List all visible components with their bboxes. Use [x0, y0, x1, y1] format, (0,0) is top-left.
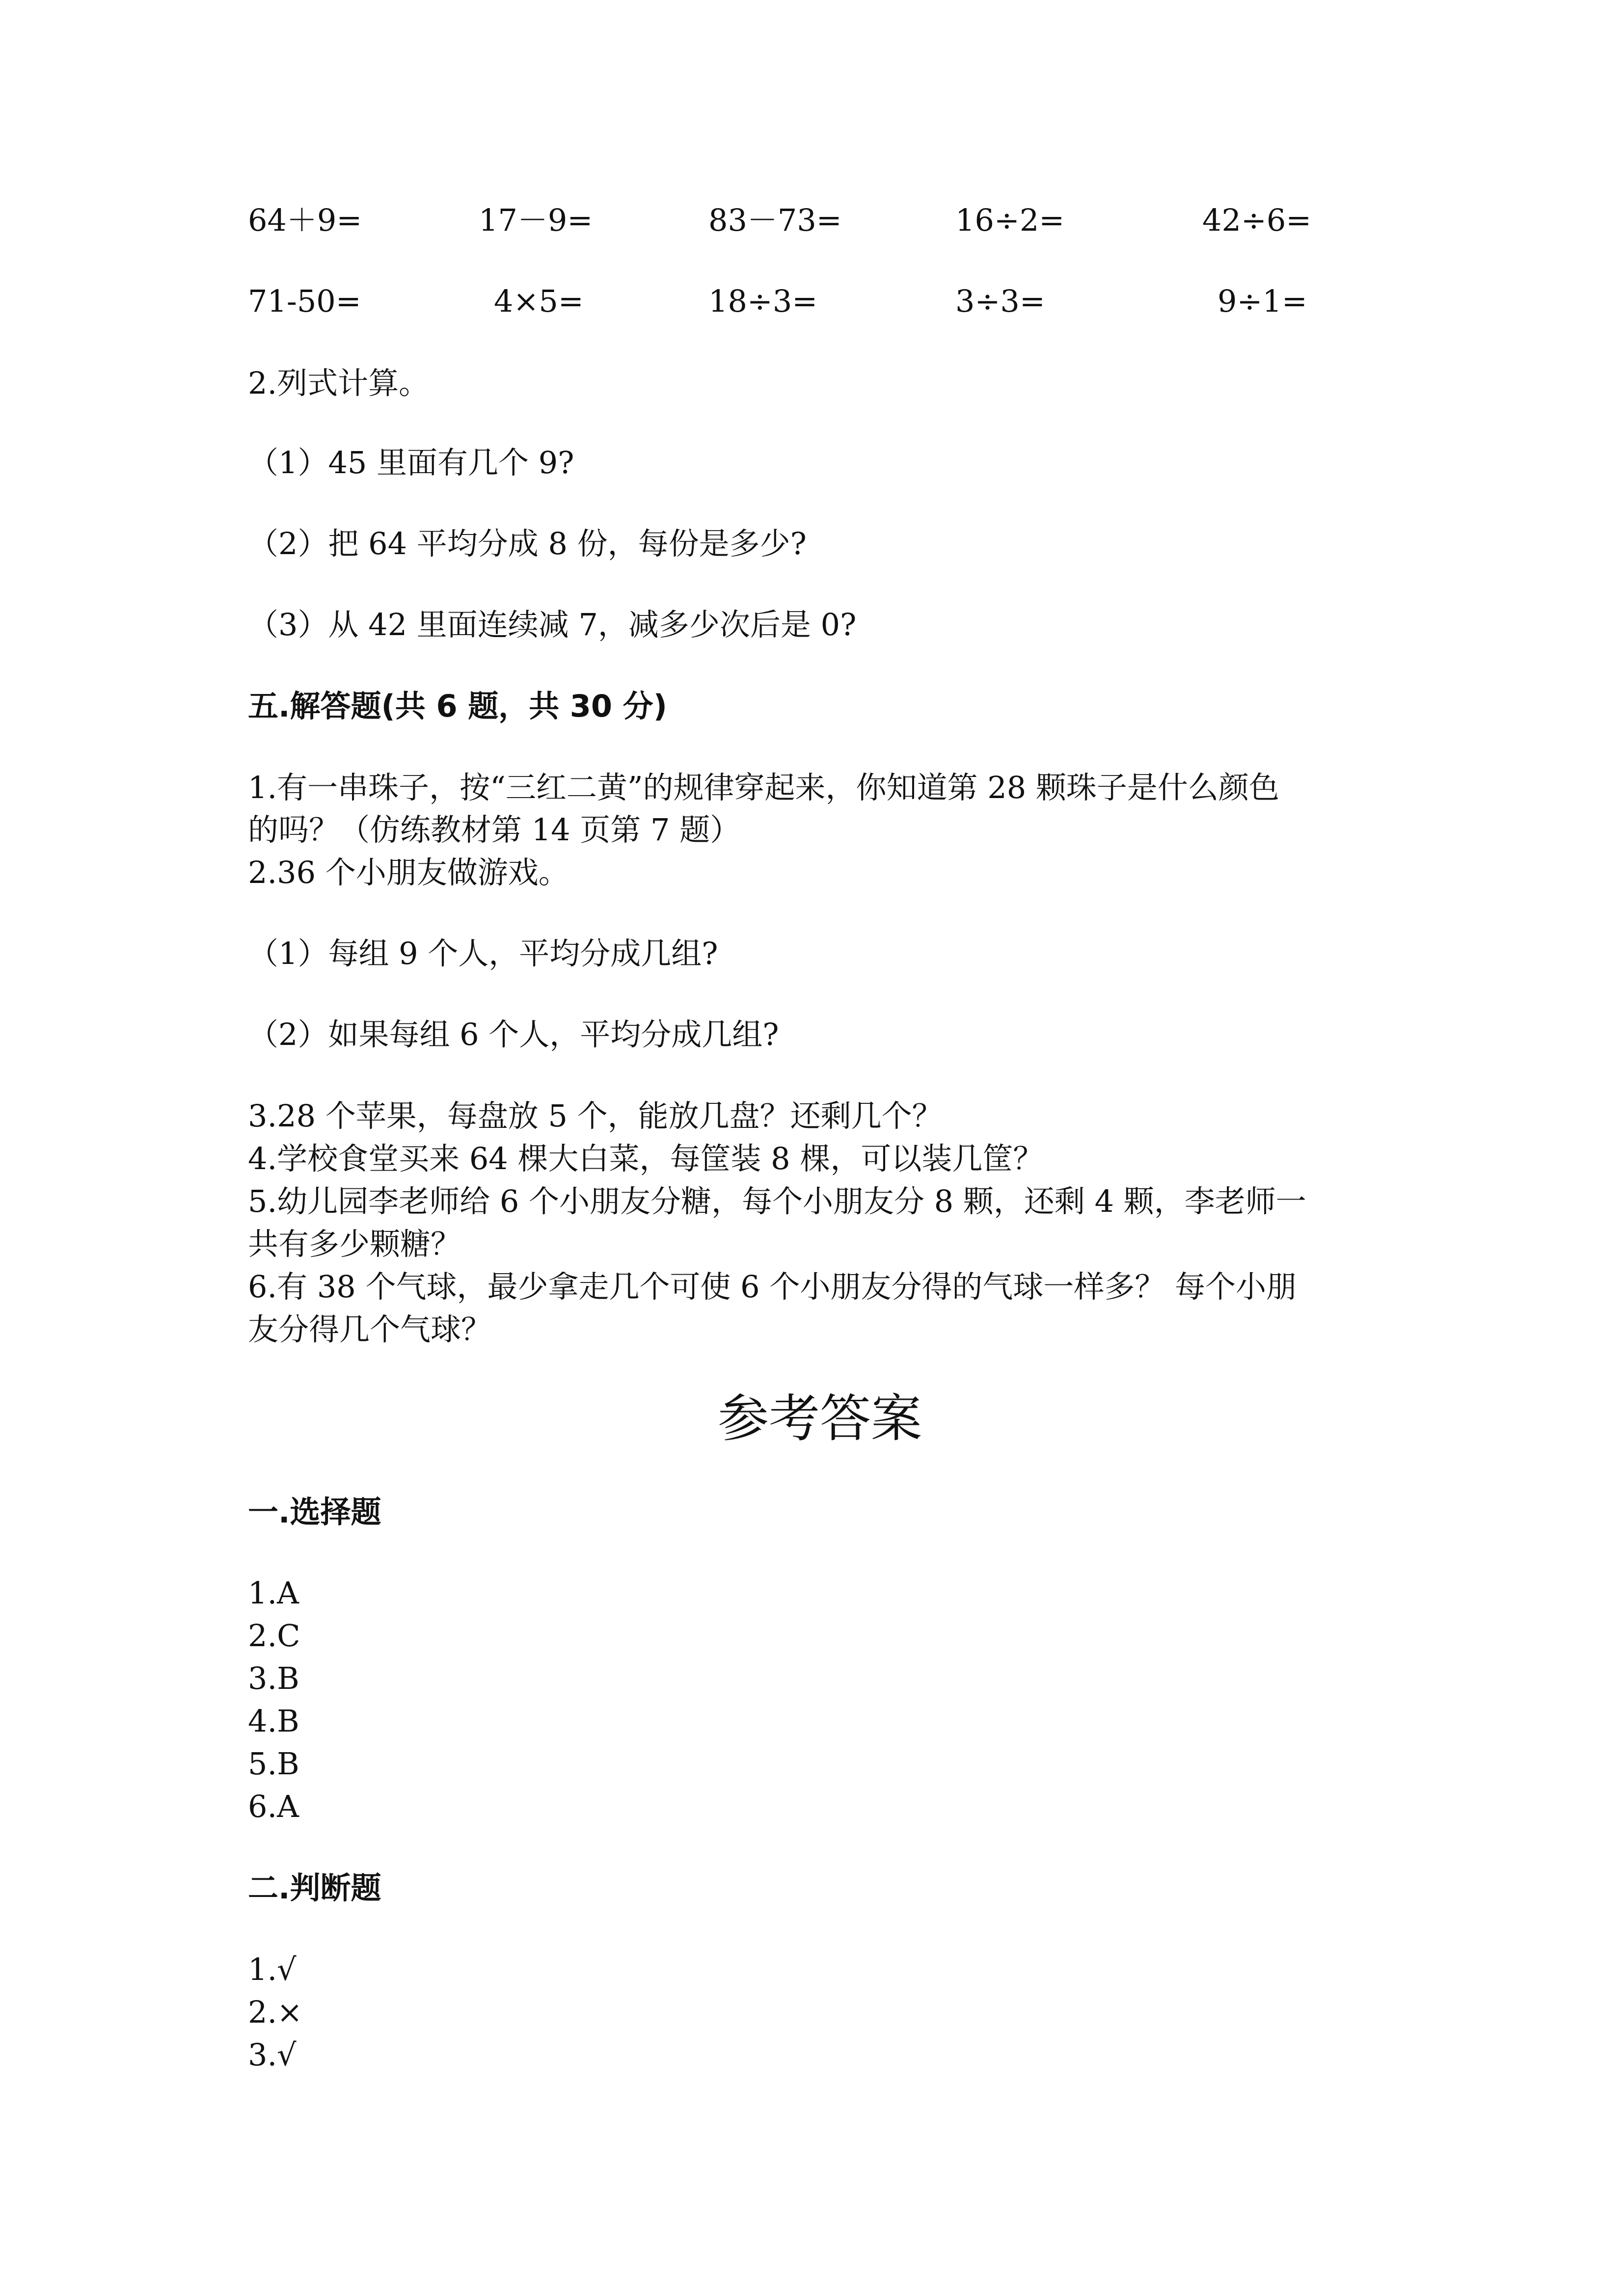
- question-6-line-2: 友分得几个气球？: [248, 1311, 492, 1347]
- calc-row2-item-3: 18÷3=: [708, 283, 818, 319]
- question-2-sub-2: （2）如果每组 6 个人，平均分成几组?: [248, 1016, 779, 1052]
- calc-row2-item-5: 9÷1=: [1218, 283, 1307, 319]
- answers-title: 参考答案: [718, 1388, 922, 1448]
- section5-heading: 五.解答题(共 6 题，共 30 分): [248, 688, 667, 724]
- calc-row1-item-3: 83－73=: [708, 202, 842, 238]
- answer-choice-6: 6.A: [248, 1789, 299, 1824]
- answers-section1-heading: 一.选择题: [248, 1494, 381, 1530]
- question-2: 2.36 个小朋友做游戏。: [248, 854, 569, 890]
- answer-judge-3: 3.√: [248, 2037, 297, 2073]
- calc-row2-item-2: 4×5=: [494, 283, 584, 319]
- answer-judge-2: 2.×: [248, 1994, 303, 2030]
- calc-row1-item-2: 17－9=: [479, 202, 593, 238]
- answer-choice-3: 3.B: [248, 1660, 299, 1696]
- answers-section2-heading: 二.判断题: [248, 1870, 381, 1906]
- question-1-line-2: 的吗？（仿练教材第 14 页第 7 题）: [248, 812, 741, 848]
- question-1-line-1: 1.有一串珠子，按“三红二黄”的规律穿起来，你知道第 28 颗珠子是什么颜色: [248, 770, 1279, 805]
- calc-row1-item-5: 42÷6=: [1202, 202, 1312, 238]
- list-calc-title: 2.列式计算。: [248, 365, 430, 401]
- list-calc-item-1: （1）45 里面有几个 9?: [248, 445, 574, 481]
- question-2-sub-1: （1）每组 9 个人，平均分成几组?: [248, 935, 718, 971]
- calc-row2-item-1: 71-50=: [248, 283, 361, 319]
- calc-row2-item-4: 3÷3=: [955, 283, 1045, 319]
- question-6-line-1: 6.有 38 个气球，最少拿走几个可使 6 个小朋友分得的气球一样多？ 每个小朋: [248, 1269, 1297, 1305]
- question-5-line-2: 共有多少颗糖？: [248, 1226, 461, 1262]
- question-3: 3.28 个苹果，每盘放 5 个，能放几盘？还剩几个？: [248, 1098, 943, 1134]
- question-4: 4.学校食堂买来 64 棵大白菜，每筐装 8 棵，可以装几筐？: [248, 1141, 1044, 1176]
- list-calc-item-3: （3）从 42 里面连续减 7，减多少次后是 0?: [248, 607, 857, 642]
- calc-row1-item-1: 64＋9=: [248, 202, 362, 238]
- answer-choice-2: 2.C: [248, 1618, 300, 1654]
- list-calc-item-2: （2）把 64 平均分成 8 份，每份是多少?: [248, 526, 807, 561]
- answer-choice-1: 1.A: [248, 1575, 299, 1611]
- calc-row1-item-4: 16÷2=: [955, 202, 1065, 238]
- question-5-line-1: 5.幼儿园李老师给 6 个小朋友分糖，每个小朋友分 8 颗，还剩 4 颗，李老师一: [248, 1183, 1306, 1219]
- answer-choice-5: 5.B: [248, 1746, 299, 1782]
- answer-judge-1: 1.√: [248, 1951, 297, 1987]
- answer-choice-4: 4.B: [248, 1703, 299, 1739]
